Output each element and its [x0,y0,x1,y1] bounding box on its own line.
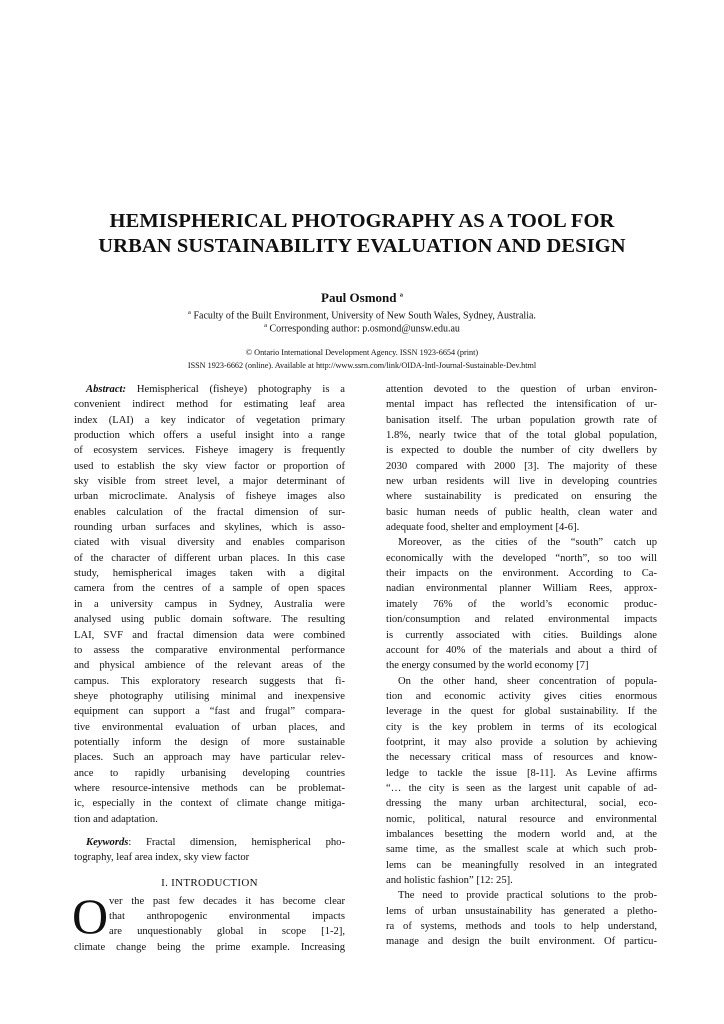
body-line: banisation itself. The urban population growth rate of [386,414,657,426]
abstract-line: camera from the centres of a sample of open spaces [74,583,345,595]
keywords-text: : Fractal dimension, hemispherical pho- [128,836,345,848]
body-line: attention devoted to the question of urban environ- [386,384,657,395]
paper-title [60,209,664,259]
intro-paragraph [72,887,345,955]
body-line: On the other hand, sheer concentration of popula- [398,675,657,687]
abstract-line: ance to rapidly urbanising developing countries [74,767,345,779]
corresponding-mark: a [264,322,267,329]
body-line: tion and economic activity gives cities enormous [386,690,657,702]
body-line: economically with the developed “north”, so too will [386,552,657,564]
body-line: The need to provide practical solutions to the prob- [398,890,657,902]
abstract-line: of ecosystem services. Fisheye imagery is frequently [74,445,345,457]
issn-line: ISSN 1923-6662 (online). Available at http://www.ssrn.com/link/OIDA-Intl-Journal-Sustainable-Dev.html [187,361,537,370]
body-line: 1.8%, nearly twice that of the total global population, [386,430,657,442]
abstract-line: to assess the comparative environmental performance [74,644,345,656]
keywords-line: tography, leaf area index, sky view factor [74,852,250,864]
body-line: lems of urban unsustainability has generated a pletho- [386,905,657,917]
abstract-line: and physical ambience of the relevant areas of the [74,660,345,672]
intro-line: ver the past few decades it has become clear [109,895,345,907]
body-line: the necessary critical mass of resources and know- [386,752,657,764]
body-line: imbalances besetting the modern world and, at the [386,828,657,840]
body-line: tion/consumption and related environmental impacts [386,614,657,626]
abstract-line: tion and adaptation. [74,813,158,825]
intro-line: are unquestionably global in scope [1-2], [109,926,345,938]
title-line: HEMISPHERICAL PHOTOGRAPHY AS A TOOL FOR [109,210,615,232]
body-line: new urban residents will live in developing countries [386,476,657,488]
abstract-line: potentially inform the design of more sustainable [74,736,345,748]
body-line: 2030 compared with 2000 [3]. The majority of these [386,460,657,472]
abstract-line: sky visible from street level, a major determinant of [74,476,345,488]
body-line: basic human needs of public health, clean water and [386,506,657,518]
body-line: imately 76% of the world’s economic produc- [386,598,657,610]
author-mark: a [399,291,403,299]
abstract-line: places. Such an approach may have particular relev- [74,752,345,764]
abstract-line [74,382,345,397]
abstract-line: equipment can support a “fast and frugal” compara- [74,706,345,718]
body-line: nadian environmental planner William Rees, approx- [386,583,657,595]
body-line: lems can be meaningfully resolved in an integrated [386,859,657,871]
body-line: city is the key problem in terms of its ecological [386,721,657,733]
left-column [74,382,345,955]
abstract-line: enables calculation of the fractal dimension of sur- [74,506,345,518]
affiliation-text: Faculty of the Built Environment, University of New South Wales, Sydney, Australia. [193,310,536,322]
corresponding-author [0,322,724,334]
body-line: is currently associated with cities. Buildings alone [386,629,657,641]
abstract-line: of the character of different urban places. In this case [74,552,345,564]
body-line: Moreover, as the cities of the “south” catch up [398,537,657,549]
section-heading: I. INTRODUCTION [161,876,258,889]
body-line: the energy consumed by the world economy [7] [386,660,589,672]
body-line: adequate food, shelter and employment [4-6]. [386,522,580,534]
intro-line: that anthropogenic environmental impacts [109,911,345,922]
drop-cap: O [72,887,109,944]
body-line: is expected to double the number of city dwellers by [386,445,657,457]
copyright-line: © Ontario International Development Agency. ISSN 1923-6654 (print) [245,348,479,357]
body-line: ledge to tackle the issue [8-11]. As Levine affirms [386,767,657,779]
abstract-line: used to establish the sky view factor or proportion of [74,460,345,472]
abstract-line: ciated with visual diversity and enables comparison [74,537,345,549]
keywords-label: Keywords [86,836,129,848]
intro-line: climate change being the prime example. Increasing [74,941,345,953]
body-line: their impacts on the environment. According to Ca- [386,568,657,580]
body-line: account for 40% of the materials and about a third of [386,644,657,656]
abstract-line: production which offers a useful insight into a range [74,430,345,442]
body-line: footprint, it may also provide a solution by achieving [386,736,657,748]
affiliation-mark: a [188,309,191,316]
author-name [0,290,724,306]
body-line: manage and design the built environment. Of particu- [386,936,657,948]
abstract-line: convenient indirect method for estimating leaf area [74,399,345,411]
abstract-line: in a university campus in Sydney, Australia were [74,598,345,610]
keywords-line [74,835,345,850]
abstract-line: urban microclimate. Analysis of fisheye images also [74,491,345,503]
body-line: where sustainability is predicated on ensuring the [386,491,657,503]
body-line: nomic, political, natural resource and environmental [386,813,657,825]
abstract-line: LAI, SVF and fractal dimension data were combined [74,629,345,641]
body-line: ra of systems, methods and tools to help understand, [386,921,657,933]
abstract [74,382,345,827]
abstract-line: ic, especially in the context of climate change mitiga- [74,798,345,810]
abstract-line: where resource-intensive methods can be problemat- [74,782,345,794]
body-line: and holistic fashion” [12: 25]. [386,875,513,886]
abstract-label: Abstract: [86,384,127,395]
abstract-line: tive environmental evaluation of urban places, and [74,721,345,733]
abstract-line: study, hemispherical images taken with a digital [74,568,345,580]
abstract-line: sheye photography utilising minimal and inexpensive [74,690,345,702]
affiliation [0,309,724,321]
body-line: mental impact has reflected the intensification of ur- [386,399,657,411]
right-column [386,382,657,950]
abstract-line: analysed using public domain software. The resulting [74,614,345,626]
body-line: “… the city is seen as the largest unit capable of ad- [386,782,657,794]
abstract-text: Hemispherical (fisheye) photography is a [126,384,345,395]
body-line: same time, as the smallest scale at which such prob- [386,844,657,856]
body-line: leverage in the quest for global sustainability. If the [386,706,657,718]
abstract-line: rounding urban surfaces and skylines, which is asso- [74,522,345,534]
body-line: dressing the many urban architectural, social, eco- [386,798,657,810]
abstract-line: index (LAI) a key indicator of vegetation primary [74,414,345,426]
corresponding-text: Corresponding author: p.osmond@unsw.edu.au [269,323,460,335]
author-text: Paul Osmond [321,290,397,305]
abstract-line: campus. This exploratory research suggests that fi- [74,675,345,687]
title-line: URBAN SUSTAINABILITY EVALUATION AND DESIGN [98,235,626,257]
